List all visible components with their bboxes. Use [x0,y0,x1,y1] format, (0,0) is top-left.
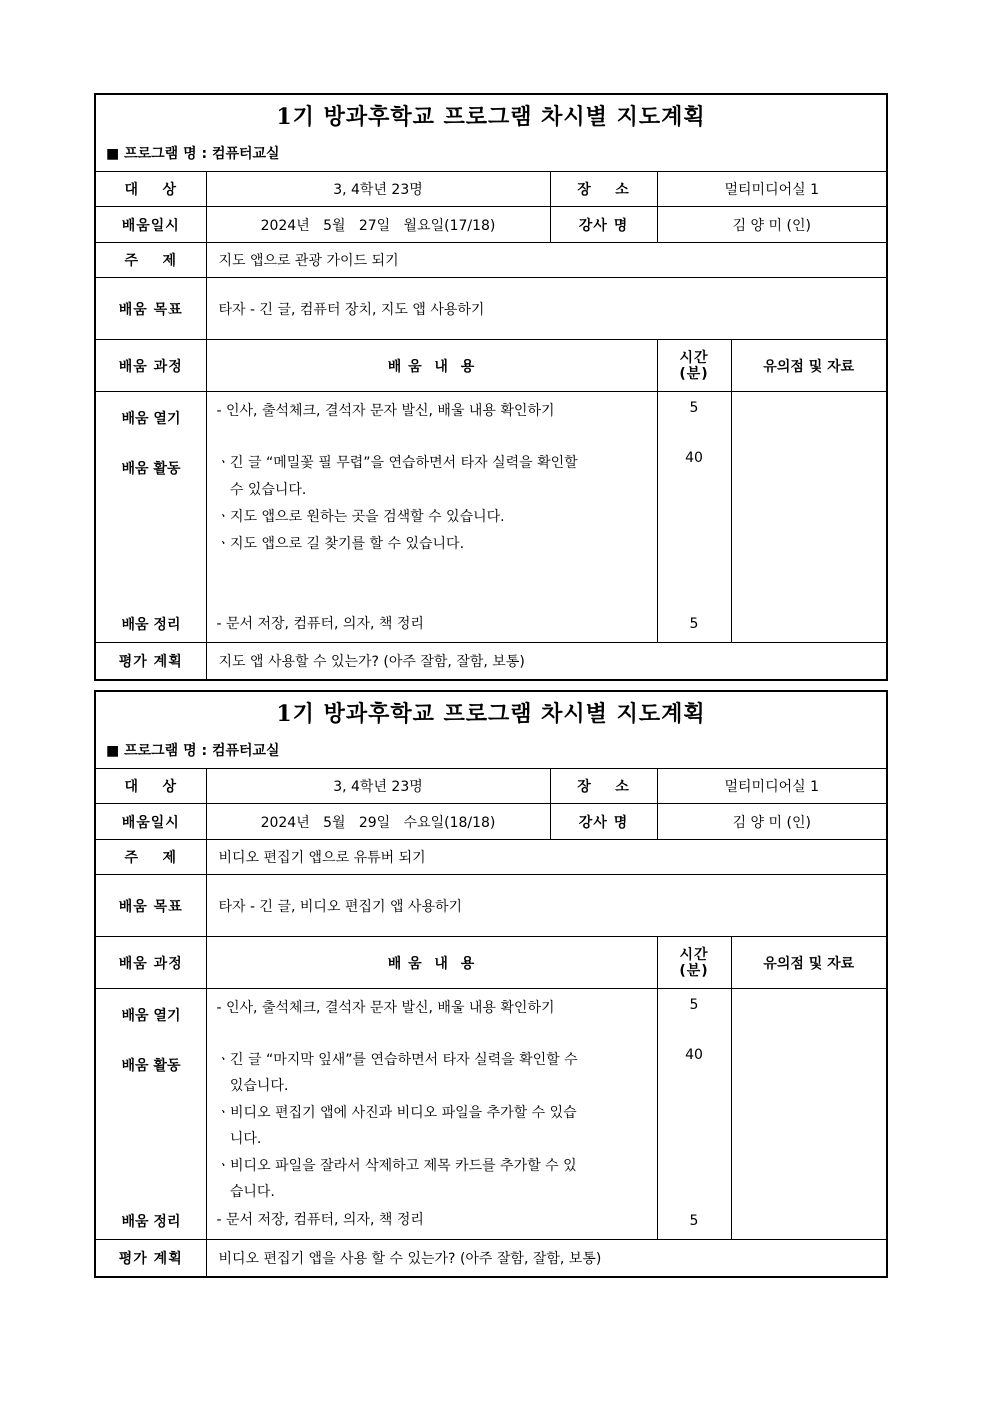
topic-value: 비디오 편집기 앱으로 유튜버 되기 [206,840,886,875]
eval-value: 비디오 편집기 앱을 사용 할 수 있는가? (아주 잘함, 잘함, 보통) [206,1240,886,1276]
activity-line: 있습니다. [216,1078,289,1094]
date-label: 배움일시 [96,804,206,840]
eval-value: 지도 앱 사용할 수 있는가? (아주 잘함, 잘함, 보통) [206,643,886,679]
notes-cell [731,392,886,643]
time-open: 5 [689,400,699,416]
activity-line: ㆍ지도 앱으로 길 찾기를 할 수 있습니다. [216,536,465,552]
stage-activity: 배움 활동 [121,1058,181,1074]
time-header [657,340,731,392]
open-content: - 인사, 출석체크, 결석자 문자 발신, 배울 내용 확인하기 [216,1000,555,1016]
notes-cell [731,989,886,1240]
close-content: - 문서 저장, 컴퓨터, 의자, 책 정리 [216,1212,424,1228]
lesson-plan-1 [94,93,888,681]
stage-close: 배움 정리 [121,1214,181,1230]
time-header [657,937,731,989]
time-close: 5 [689,616,699,632]
plan-title: 1기 방과후학교 프로그램 차시별 지도계획 [276,701,706,727]
topic-label: 주 제 [96,840,206,875]
time-header-line1: 시간 [679,946,709,963]
place-label: 장 소 [550,769,657,804]
content-header: 배 움 내 용 [206,937,657,989]
teacher-value: 김 양 미 (인) [657,207,886,243]
place-label: 장 소 [550,172,657,207]
plan-table [96,768,886,1276]
stage-open: 배움 열기 [121,1008,181,1024]
stage-close: 배움 정리 [121,617,181,633]
eval-label: 평가 계획 [96,1240,206,1276]
time-open: 5 [689,997,699,1013]
time-cell [657,989,731,1240]
activity-line: 습니다. [216,1184,275,1200]
content-cell [206,392,657,643]
time-header-line2: (분) [679,962,709,979]
target-value: 3, 4학년 23명 [206,172,550,207]
program-name: ■ 프로그램 명 : 컴퓨터교실 [106,146,280,162]
time-header-line1: 시간 [679,349,709,366]
place-value: 멀티미디어실 1 [657,172,886,207]
close-content: - 문서 저장, 컴퓨터, 의자, 책 정리 [216,616,424,632]
plan-title: 1기 방과후학교 프로그램 차시별 지도계획 [276,104,706,130]
teacher-label: 강사 명 [550,804,657,840]
goal-value: 타자 - 긴 글, 컴퓨터 장치, 지도 앱 사용하기 [206,278,886,340]
activity-line: ㆍ긴 글 “메밀꽃 필 무렵”을 연습하면서 타자 실력을 확인할 [216,455,578,471]
lesson-plan-2 [94,690,888,1278]
time-cell [657,392,731,643]
date-value: 2024년 5월 29일 수요일(18/18) [206,804,550,840]
goal-label: 배움 목표 [96,875,206,937]
date-label: 배움일시 [96,207,206,243]
time-activity: 40 [685,450,703,466]
notes-header: 유의점 및 자료 [731,937,886,989]
topic-label: 주 제 [96,243,206,278]
content-header: 배 움 내 용 [206,340,657,392]
activity-line: 니다. [216,1131,262,1147]
activity-line: ㆍ비디오 파일을 잘라서 삭제하고 제목 카드를 추가할 수 있 [216,1158,577,1174]
topic-value: 지도 앱으로 관광 가이드 되기 [206,243,886,278]
time-close: 5 [689,1213,699,1229]
time-header-line2: (분) [679,365,709,382]
program-name: ■ 프로그램 명 : 컴퓨터교실 [106,743,280,759]
teacher-value: 김 양 미 (인) [657,804,886,840]
process-header: 배움 과정 [96,937,206,989]
target-label: 대 상 [96,769,206,804]
process-header: 배움 과정 [96,340,206,392]
target-value: 3, 4학년 23명 [206,769,550,804]
content-cell [206,989,657,1240]
place-value: 멀티미디어실 1 [657,769,886,804]
activity-line: ㆍ긴 글 “마지막 잎새”를 연습하면서 타자 실력을 확인할 수 [216,1052,578,1068]
open-content: - 인사, 출석체크, 결석자 문자 발신, 배울 내용 확인하기 [216,403,555,419]
plan-table [96,171,886,679]
goal-label: 배움 목표 [96,278,206,340]
activity-line: ㆍ비디오 편집기 앱에 사진과 비디오 파일을 추가할 수 있습 [216,1105,577,1121]
activity-line: ㆍ지도 앱으로 원하는 곳을 검색할 수 있습니다. [216,509,505,525]
stages-cell [96,392,206,643]
goal-value: 타자 - 긴 글, 비디오 편집기 앱 사용하기 [206,875,886,937]
eval-label: 평가 계획 [96,643,206,679]
activity-line: 수 있습니다. [216,482,307,498]
target-label: 대 상 [96,172,206,207]
notes-header: 유의점 및 자료 [731,340,886,392]
date-value: 2024년 5월 27일 월요일(17/18) [206,207,550,243]
stage-open: 배움 열기 [121,411,181,427]
stages-cell [96,989,206,1240]
time-activity: 40 [685,1047,703,1063]
stage-activity: 배움 활동 [121,461,181,477]
teacher-label: 강사 명 [550,207,657,243]
